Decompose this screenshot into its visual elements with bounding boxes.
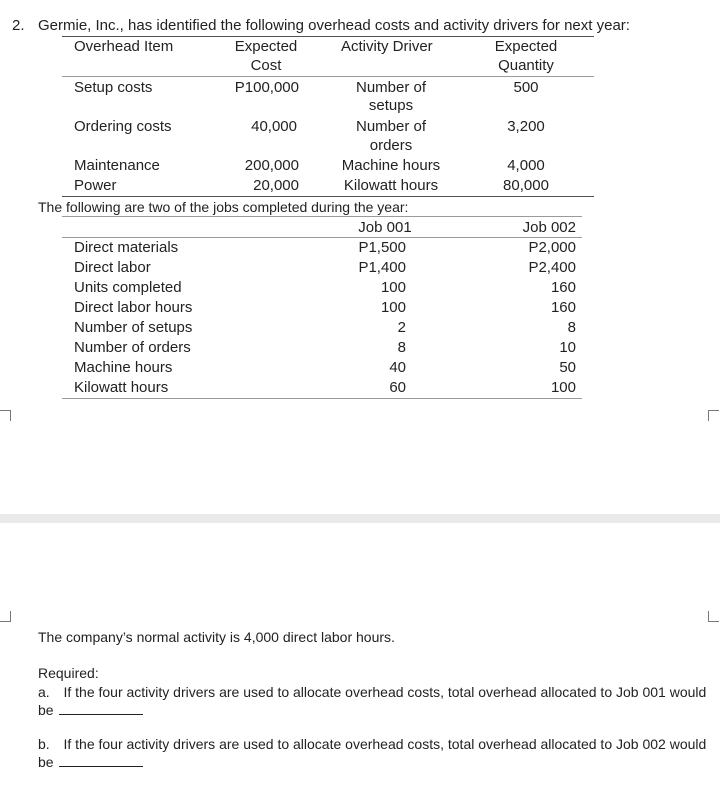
row-job1: 2 bbox=[397, 319, 406, 336]
jobs-top-rule bbox=[62, 216, 582, 217]
row-job2: 50 bbox=[559, 359, 576, 376]
row-job2: 10 bbox=[559, 339, 576, 356]
row-job1: 40 bbox=[389, 359, 406, 376]
row-job2: 160 bbox=[550, 299, 576, 316]
row-driver-1: Number of bbox=[355, 118, 427, 135]
header-expected-qty-2: Quantity bbox=[498, 57, 554, 74]
row-item: Setup costs bbox=[74, 79, 153, 96]
row-qty: 3,200 bbox=[507, 118, 545, 135]
row-item: Maintenance bbox=[74, 157, 160, 174]
table-bottom-rule bbox=[62, 196, 594, 197]
header-expected-cost-1: Expected bbox=[234, 38, 298, 55]
required-item-b bbox=[38, 735, 714, 771]
row-qty: 80,000 bbox=[503, 177, 549, 194]
row-cost: 40,000 bbox=[251, 118, 297, 135]
row-job2: 100 bbox=[550, 379, 576, 396]
row-job1: 100 bbox=[380, 279, 406, 296]
row-driver-1: Machine hours bbox=[341, 157, 441, 174]
row-job1: P1,500 bbox=[358, 239, 406, 256]
required-a-text: If the four activity drivers are used to allocate overhead costs, total overhead allocated to Job 001 would be bbox=[38, 684, 707, 718]
row-cost: P100,000 bbox=[234, 79, 299, 96]
row-driver-2: orders bbox=[369, 137, 413, 154]
row-label: Number of orders bbox=[74, 339, 191, 356]
row-label: Direct labor hours bbox=[74, 299, 193, 316]
row-label: Machine hours bbox=[74, 359, 173, 376]
row-driver-2: setups bbox=[368, 97, 414, 114]
row-cost: 200,000 bbox=[244, 157, 299, 174]
row-label: Direct materials bbox=[74, 239, 179, 256]
row-label: Units completed bbox=[74, 279, 182, 296]
row-label: Number of setups bbox=[74, 319, 193, 336]
header-job-002: Job 002 bbox=[522, 219, 576, 236]
table-top-rule bbox=[62, 36, 594, 37]
jobs-header-rule bbox=[62, 237, 582, 238]
row-job1: 60 bbox=[389, 379, 406, 396]
row-item: Ordering costs bbox=[74, 118, 172, 135]
row-job2: 8 bbox=[567, 319, 576, 336]
row-job1: 100 bbox=[380, 299, 406, 316]
answer-blank-b[interactable] bbox=[59, 754, 143, 767]
header-activity-driver: Activity Driver bbox=[341, 38, 433, 55]
crop-corner-marker bbox=[0, 611, 11, 622]
crop-corner-marker bbox=[708, 410, 719, 421]
required-heading: Required: bbox=[38, 665, 99, 681]
normal-activity-text: The company’s normal activity is 4,000 direct labor hours. bbox=[38, 629, 395, 645]
crop-corner-marker bbox=[0, 410, 11, 421]
row-label: Direct labor bbox=[74, 259, 151, 276]
row-cost: 20,000 bbox=[253, 177, 299, 194]
row-driver-1: Number of bbox=[355, 79, 427, 96]
answer-blank-a[interactable] bbox=[59, 702, 143, 715]
header-expected-cost-2: Cost bbox=[250, 57, 282, 74]
crop-corner-marker bbox=[708, 611, 719, 622]
header-overhead-item: Overhead Item bbox=[74, 38, 174, 55]
jobs-intro: The following are two of the jobs completed during the year: bbox=[38, 199, 409, 215]
header-rule bbox=[62, 76, 594, 77]
question-intro: Germie, Inc., has identified the following overhead costs and activity drivers for next year: bbox=[38, 17, 630, 34]
jobs-bottom-rule bbox=[62, 398, 582, 399]
required-b-label: b. bbox=[38, 736, 50, 752]
row-job1: 8 bbox=[397, 339, 406, 356]
required-item-a bbox=[38, 683, 714, 719]
page-break-band bbox=[0, 514, 720, 523]
required-b-text: If the four activity drivers are used to allocate overhead costs, total overhead allocated to Job 002 would be bbox=[38, 736, 707, 770]
row-item: Power bbox=[74, 177, 117, 194]
row-job1: P1,400 bbox=[358, 259, 406, 276]
row-driver-1: Kilowatt hours bbox=[343, 177, 439, 194]
row-job2: 160 bbox=[550, 279, 576, 296]
row-job2: P2,400 bbox=[528, 259, 576, 276]
header-expected-qty-1: Expected bbox=[494, 38, 558, 55]
header-job-001: Job 001 bbox=[358, 219, 412, 236]
row-label: Kilowatt hours bbox=[74, 379, 169, 396]
row-job2: P2,000 bbox=[528, 239, 576, 256]
row-qty: 4,000 bbox=[507, 157, 545, 174]
row-qty: 500 bbox=[513, 79, 539, 96]
question-number: 2. bbox=[12, 17, 25, 34]
required-a-label: a. bbox=[38, 684, 50, 700]
